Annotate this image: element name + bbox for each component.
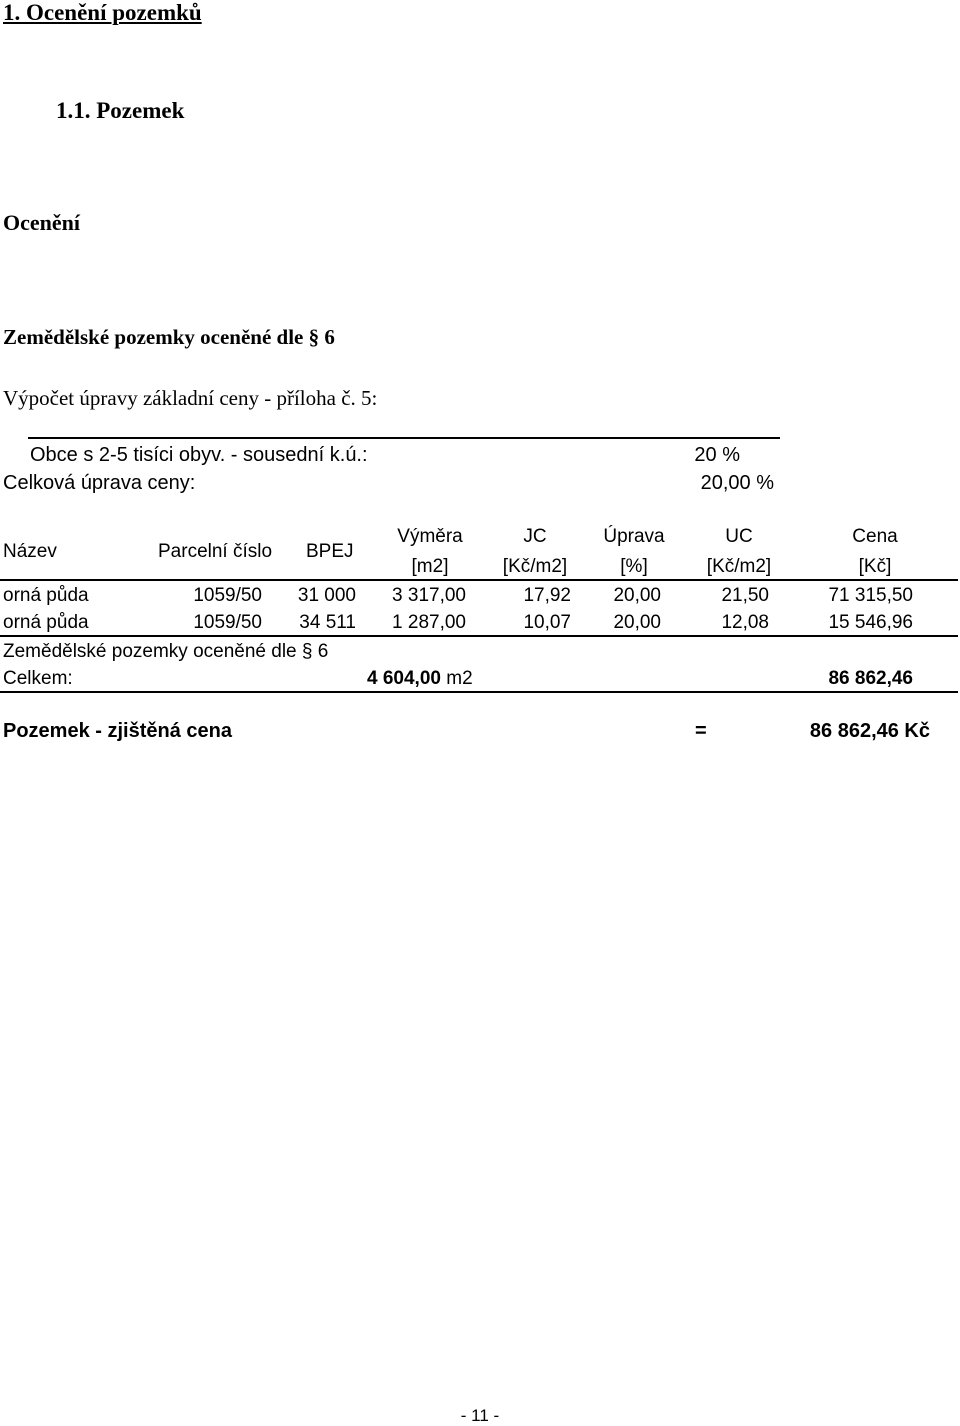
total-adjustment-label: Celková úprava ceny: [3,472,196,494]
cell-vymera: 1 287,00 [392,612,466,633]
adjustments-top-rule [28,437,780,439]
cell-jc: 10,07 [523,612,571,633]
header-uprava-unit: [%] [620,556,648,577]
cell-uprava: 20,00 [613,585,661,606]
rows-rule [0,635,958,637]
header-rule [0,579,958,581]
cell-uc: 21,50 [721,585,769,606]
cell-cena: 71 315,50 [828,585,913,606]
valuation-heading: Ocenění [3,210,80,235]
total-area-value: 4 604,00 [367,668,441,689]
header-parcelni: Parcelní číslo [158,541,273,562]
total-area [367,668,473,690]
adjustment-label: Obce s 2-5 tisíci obyv. - sousední k.ú.: [30,444,368,466]
header-uprava: Úprava [603,526,665,547]
result-value: 86 862,46 Kč [809,720,930,742]
result-label: Pozemek - zjištěná cena [3,720,232,742]
cell-uc: 12,08 [721,612,769,633]
header-uc: UC [725,526,753,547]
header-jc: JC [523,526,547,547]
cell-jc: 17,92 [523,585,571,606]
subsection-heading: 1.1. Pozemek [56,98,185,123]
total-label: Celkem: [3,668,73,689]
total-price: 86 862,46 [828,668,913,689]
total-rule [0,691,958,693]
result-equals: = [695,720,707,742]
total-area-unit: m2 [446,668,473,689]
header-jc-unit: [Kč/m2] [502,556,568,577]
cell-bpej: 34 511 [299,612,356,633]
header-vymera-unit: [m2] [411,556,449,577]
cell-uprava: 20,00 [613,612,661,633]
calc-title: Výpočet úpravy základní ceny - příloha č. 5: [3,386,378,410]
cell-cena: 15 546,96 [828,612,913,633]
land-category-heading: Zemědělské pozemky oceněné dle § 6 [3,325,335,349]
total-adjustment-value: 20,00 % [700,472,774,494]
header-vymera: Výměra [397,526,463,547]
cell-parcelni: 1059/50 [193,612,262,633]
cell-nazev: orná půda [3,585,89,606]
header-nazev: Název [3,541,57,562]
section-heading: 1. Ocenění pozemků [3,0,202,25]
header-bpej: BPEJ [306,541,354,562]
cell-nazev: orná půda [3,612,89,633]
cell-bpej: 31 000 [297,585,356,606]
page-number: - 11 - [460,1406,500,1425]
cell-vymera: 3 317,00 [392,585,466,606]
header-uc-unit: [Kč/m2] [706,556,772,577]
header-cena: Cena [852,526,898,547]
cell-parcelni: 1059/50 [193,585,262,606]
adjustment-value: 20 % [694,444,740,466]
header-cena-unit: [Kč] [858,556,892,577]
summary-label: Zemědělské pozemky oceněné dle § 6 [3,641,329,662]
